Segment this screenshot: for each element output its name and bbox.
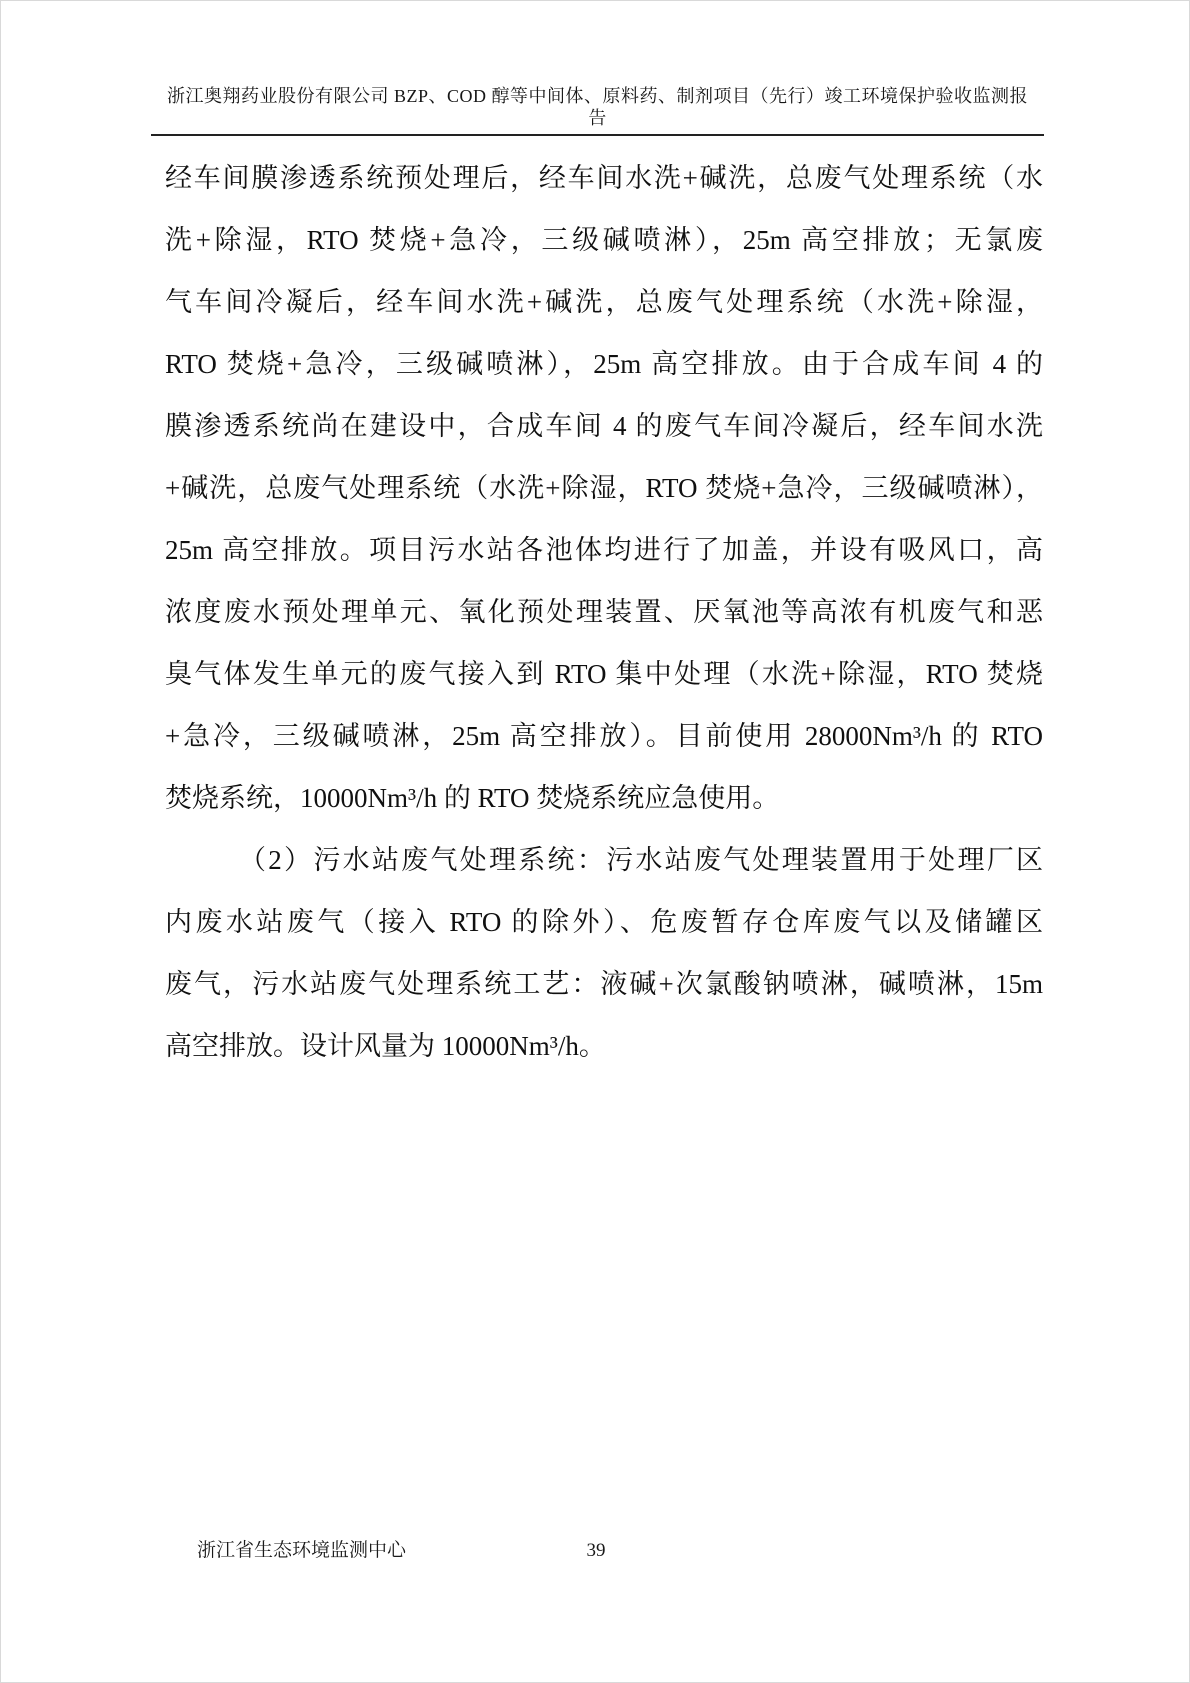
- header-title: [151, 85, 1044, 129]
- body-text-line: +急冷，三级碱喷淋，25m 高空排放）。目前使用 28000Nm³/h 的 RTO: [165, 721, 1043, 751]
- page-number: 39: [586, 1540, 606, 1561]
- page-footer: [1, 1535, 1190, 1567]
- body-text-line: 25m 高空排放。项目污水站各池体均进行了加盖，并设有吸风口，高: [165, 535, 1043, 565]
- body-text-line: 浓度废水预处理单元、氧化预处理装置、厌氧池等高浓有机废气和恶: [165, 597, 1043, 627]
- header-title-line2: 告: [588, 108, 607, 128]
- header-title-line1: 浙江奥翔药业股份有限公司 BZP、COD 醇等中间体、原料药、制剂项目（先行）竣工环境保护验收监测报: [166, 86, 1028, 106]
- body-text-line: 高空排放。设计风量为 10000Nm³/h。: [165, 1031, 606, 1061]
- body-text-line: 膜渗透系统尚在建设中，合成车间 4 的废气车间冷凝后，经车间水洗: [165, 411, 1043, 441]
- body-text-line: （2）污水站废气处理系统：污水站废气处理装置用于处理厂区: [239, 845, 1043, 875]
- body-text-line: 臭气体发生单元的废气接入到 RTO 集中处理（水洗+除湿，RTO 焚烧: [165, 659, 1043, 689]
- body-text-line: 洗+除湿，RTO 焚烧+急冷，三级碱喷淋），25m 高空排放；无氯废: [165, 225, 1043, 255]
- page-header: [151, 85, 1044, 136]
- document-body: [165, 147, 1043, 1077]
- body-text-line: RTO 焚烧+急冷，三级碱喷淋），25m 高空排放。由于合成车间 4 的: [165, 349, 1043, 379]
- body-text-line: 气车间冷凝后，经车间水洗+碱洗，总废气处理系统（水洗+除湿，: [165, 287, 1043, 317]
- body-text-line: 内废水站废气（接入 RTO 的除外）、危废暂存仓库废气以及储罐区: [165, 907, 1043, 937]
- body-text-line: 废气，污水站废气处理系统工艺：液碱+次氯酸钠喷淋，碱喷淋，15m: [165, 969, 1043, 999]
- body-text-line: 经车间膜渗透系统预处理后，经车间水洗+碱洗，总废气处理系统（水: [165, 163, 1043, 193]
- body-text-line: 焚烧系统，10000Nm³/h 的 RTO 焚烧系统应急使用。: [165, 783, 780, 813]
- header-rule: [151, 134, 1044, 136]
- body-text-line: +碱洗，总废气处理系统（水洗+除湿，RTO 焚烧+急冷，三级碱喷淋），: [165, 473, 1043, 503]
- footer-organization: 浙江省生态环境监测中心: [197, 1540, 407, 1561]
